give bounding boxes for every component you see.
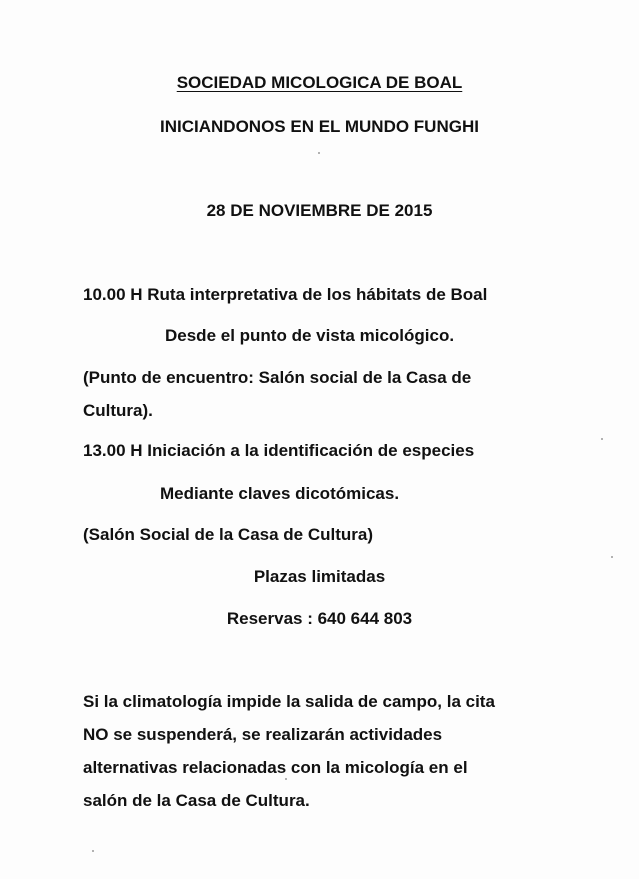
- scan-speck: [601, 438, 603, 440]
- limited-places: Plazas limitadas: [253, 567, 386, 586]
- scan-speck: [318, 152, 320, 154]
- notice-line-1: Si la climatología impide la salida de campo, la cita: [83, 692, 495, 711]
- scan-speck: [92, 850, 94, 852]
- event-title: INICIANDONOS EN EL MUNDO FUNGHI: [160, 117, 479, 136]
- schedule-item-1-detail: Desde el punto de vista micológico.: [165, 326, 455, 345]
- notice-line-4: salón de la Casa de Cultura.: [83, 791, 310, 810]
- meeting-point-line-2: Cultura).: [83, 401, 153, 420]
- scan-speck: [611, 556, 613, 558]
- schedule-item-1: 10.00 H Ruta interpretativa de los hábitats de Boal: [83, 285, 488, 304]
- notice-line-2: NO se suspenderá, se realizarán actividades: [83, 725, 443, 744]
- notice-line-3: alternativas relacionadas con la micología en el: [83, 758, 468, 777]
- schedule-item-2-detail: Mediante claves dicotómicas.: [160, 484, 400, 503]
- reservations-phone: Reservas : 640 644 803: [226, 609, 413, 628]
- meeting-point-line-1: (Punto de encuentro: Salón social de la Casa de: [83, 368, 472, 387]
- scan-speck: [285, 778, 287, 780]
- organization-title: SOCIEDAD MICOLOGICA DE BOAL: [176, 73, 463, 92]
- schedule-item-2: 13.00 H Iniciación a la identificación de especies: [83, 441, 475, 460]
- schedule-item-2-location: (Salón Social de la Casa de Cultura): [83, 525, 374, 544]
- event-date: 28 DE NOVIEMBRE DE 2015: [206, 201, 433, 220]
